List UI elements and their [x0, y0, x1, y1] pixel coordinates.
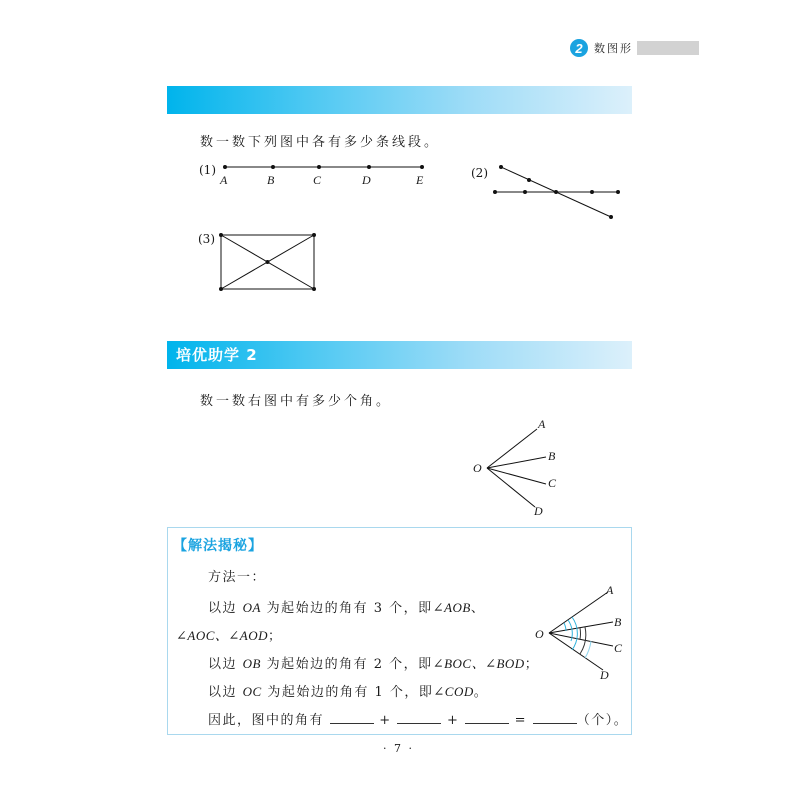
figure1-label: (1) — [199, 163, 216, 177]
answer-blank-1[interactable] — [330, 711, 374, 724]
section2-title: 培优助学 2 — [176, 346, 258, 364]
solution-line-2: ∠AOC、∠AOD； — [176, 628, 283, 644]
figure3-rectangle-diagram — [215, 228, 325, 296]
section1-question: 数一数下列图中各有多少条线段。 — [200, 135, 441, 150]
answer-blank-2[interactable] — [397, 711, 441, 724]
solution-title: 【解法揭秘】 — [173, 538, 263, 554]
svg-text:O: O — [473, 461, 482, 475]
svg-text:B: B — [548, 449, 556, 463]
edge-oc: OC — [242, 684, 262, 699]
solution-line-1: 以边 OA 为起始边的角有 3 个，即∠AOB、 — [208, 600, 486, 616]
section2-question: 数一数右图中有多少个角。 — [200, 394, 393, 409]
figure2-label: (2) — [471, 166, 488, 180]
edge-ob: OB — [242, 656, 261, 671]
section-band-1 — [167, 86, 632, 114]
angle-figure — [465, 412, 575, 522]
figure1-segment-diagram — [215, 158, 435, 188]
chapter-bar — [637, 41, 699, 55]
svg-text:O: O — [535, 627, 544, 641]
svg-text:B: B — [614, 615, 622, 629]
answer-blank-3[interactable] — [465, 711, 509, 724]
figure2-segment-diagram — [485, 160, 630, 225]
svg-text:B: B — [267, 173, 275, 187]
chapter-tag — [570, 38, 699, 58]
svg-text:E: E — [416, 173, 424, 187]
svg-text:A: A — [538, 417, 546, 431]
svg-text:D: D — [362, 173, 371, 187]
svg-text:A: A — [606, 583, 614, 597]
answer-blank-total[interactable] — [533, 711, 577, 724]
solution-line-3: 以边 OB 为起始边的角有 2 个，即∠BOC、∠BOD； — [208, 656, 540, 672]
edge-oa: OA — [242, 600, 261, 615]
svg-text:A: A — [220, 173, 228, 187]
method-label: 方法一： — [208, 570, 267, 585]
svg-text:C: C — [614, 641, 623, 655]
chapter-number-badge: 2 — [570, 39, 588, 57]
svg-text:D: D — [600, 668, 609, 680]
solution-line-4: 以边 OC 为起始边的角有 1 个，即∠COD。 — [208, 684, 489, 700]
svg-text:C: C — [548, 476, 557, 490]
svg-text:D: D — [534, 504, 543, 518]
solution-line-5: 因此，图中的角有 + + = （个）。 — [208, 713, 629, 728]
chapter-title: 数图形 — [594, 42, 633, 55]
svg-text:C: C — [313, 173, 322, 187]
page-number: · 7 · — [383, 742, 414, 755]
solution-angle-figure — [530, 580, 630, 680]
figure3-label: (3) — [198, 232, 215, 246]
